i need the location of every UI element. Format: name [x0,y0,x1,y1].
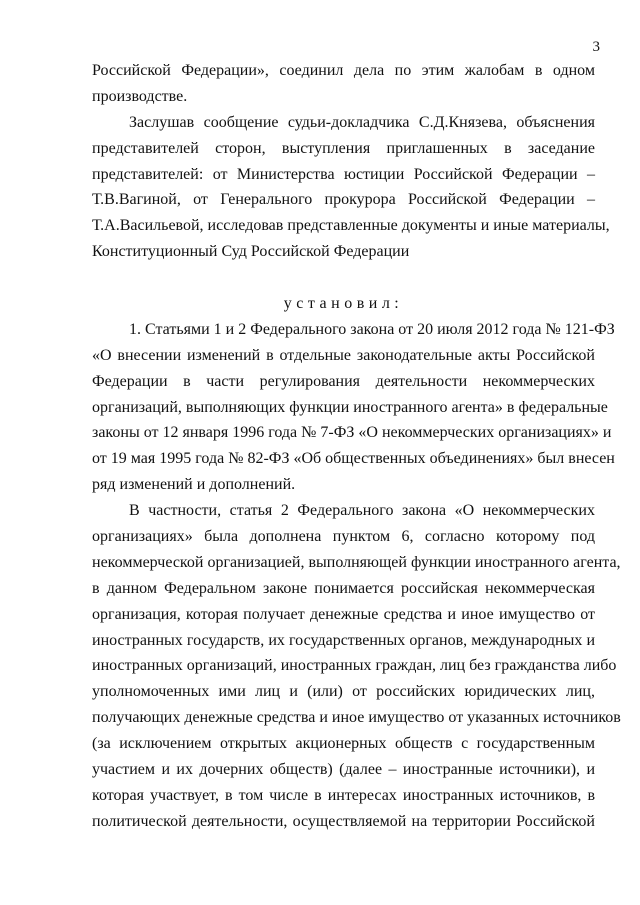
section-heading: установил: [283,295,404,313]
paragraph-line: Т.А.Васильевой, исследовав представленные документы и иные материалы, [92,217,610,235]
paragraph-line: ряд изменений и дополнений. [92,476,296,494]
paragraph-line: 1. Статьями 1 и 2 Федерального закона от 20 июля 2012 года № 121-ФЗ [129,320,615,338]
paragraph-line: организация, которая получает денежные средства и иное имущество от [92,605,595,623]
paragraph-line: которая участвует, в том числе в интересах иностранных источников, в [92,786,595,804]
paragraph-line: Федерации в части регулирования деятельности некоммерческих [92,372,595,390]
paragraph-line: Конституционный Суд Российской Федерации [92,243,410,261]
paragraph-line: В частности, статья 2 Федерального закона «О некоммерческих [129,502,595,520]
page-number: 3 [592,39,600,55]
paragraph-line: организаций, выполняющих функции иностранного агента» в федеральные [92,398,608,416]
paragraph-line: Российской Федерации», соединил дела по этим жалобам в одном [92,62,595,79]
document-body [92,58,621,835]
paragraph-line: некоммерческой организацией, выполняющей функции иностранного агента, [92,553,621,571]
blank-line [92,265,595,291]
paragraph-line: уполномоченных ими лиц и (или) от российских юридических лиц, [92,683,595,701]
paragraph-line: производстве. [92,87,188,105]
paragraph-line: иностранных организаций, иностранных граждан, лиц без гражданства либо [92,657,617,675]
paragraph-line: организациях» была дополнена пунктом 6, согласно которому под [92,528,595,546]
paragraph-line: от 19 мая 1995 года № 82-ФЗ «Об общественных объединениях» был внесен [92,450,615,468]
paragraph-line: представителей сторон, выступления приглашенных в заседание [92,139,595,157]
paragraph-line: законы от 12 января 1996 года № 7-ФЗ «О некоммерческих организациях» и [92,424,612,442]
paragraph-line: получающих денежные средства и иное имущество от указанных источников [92,709,621,727]
paragraph-line: Т.В.Вагиной, от Генерального прокурора Российской Федерации – [92,191,595,209]
paragraph-line: участием и их дочерних обществ) (далее – иностранные источники), и [92,761,595,779]
paragraph-line: иностранных государств, их государственных органов, международных и [92,631,595,649]
paragraph-line: политической деятельности, осуществляемой на территории Российской [92,812,595,830]
paragraph-line: (за исключением открытых акционерных обществ с государственным [92,735,595,753]
paragraph-line: представителей: от Министерства юстиции Российской Федерации – [92,165,595,183]
paragraph-line: Заслушав сообщение судьи-докладчика С.Д.Князева, объяснения [129,113,595,131]
paragraph-line: «О внесении изменений в отдельные законодательные акты Российской [92,346,595,364]
paragraph-line: в данном Федеральном законе понимается российская некоммерческая [92,579,595,597]
